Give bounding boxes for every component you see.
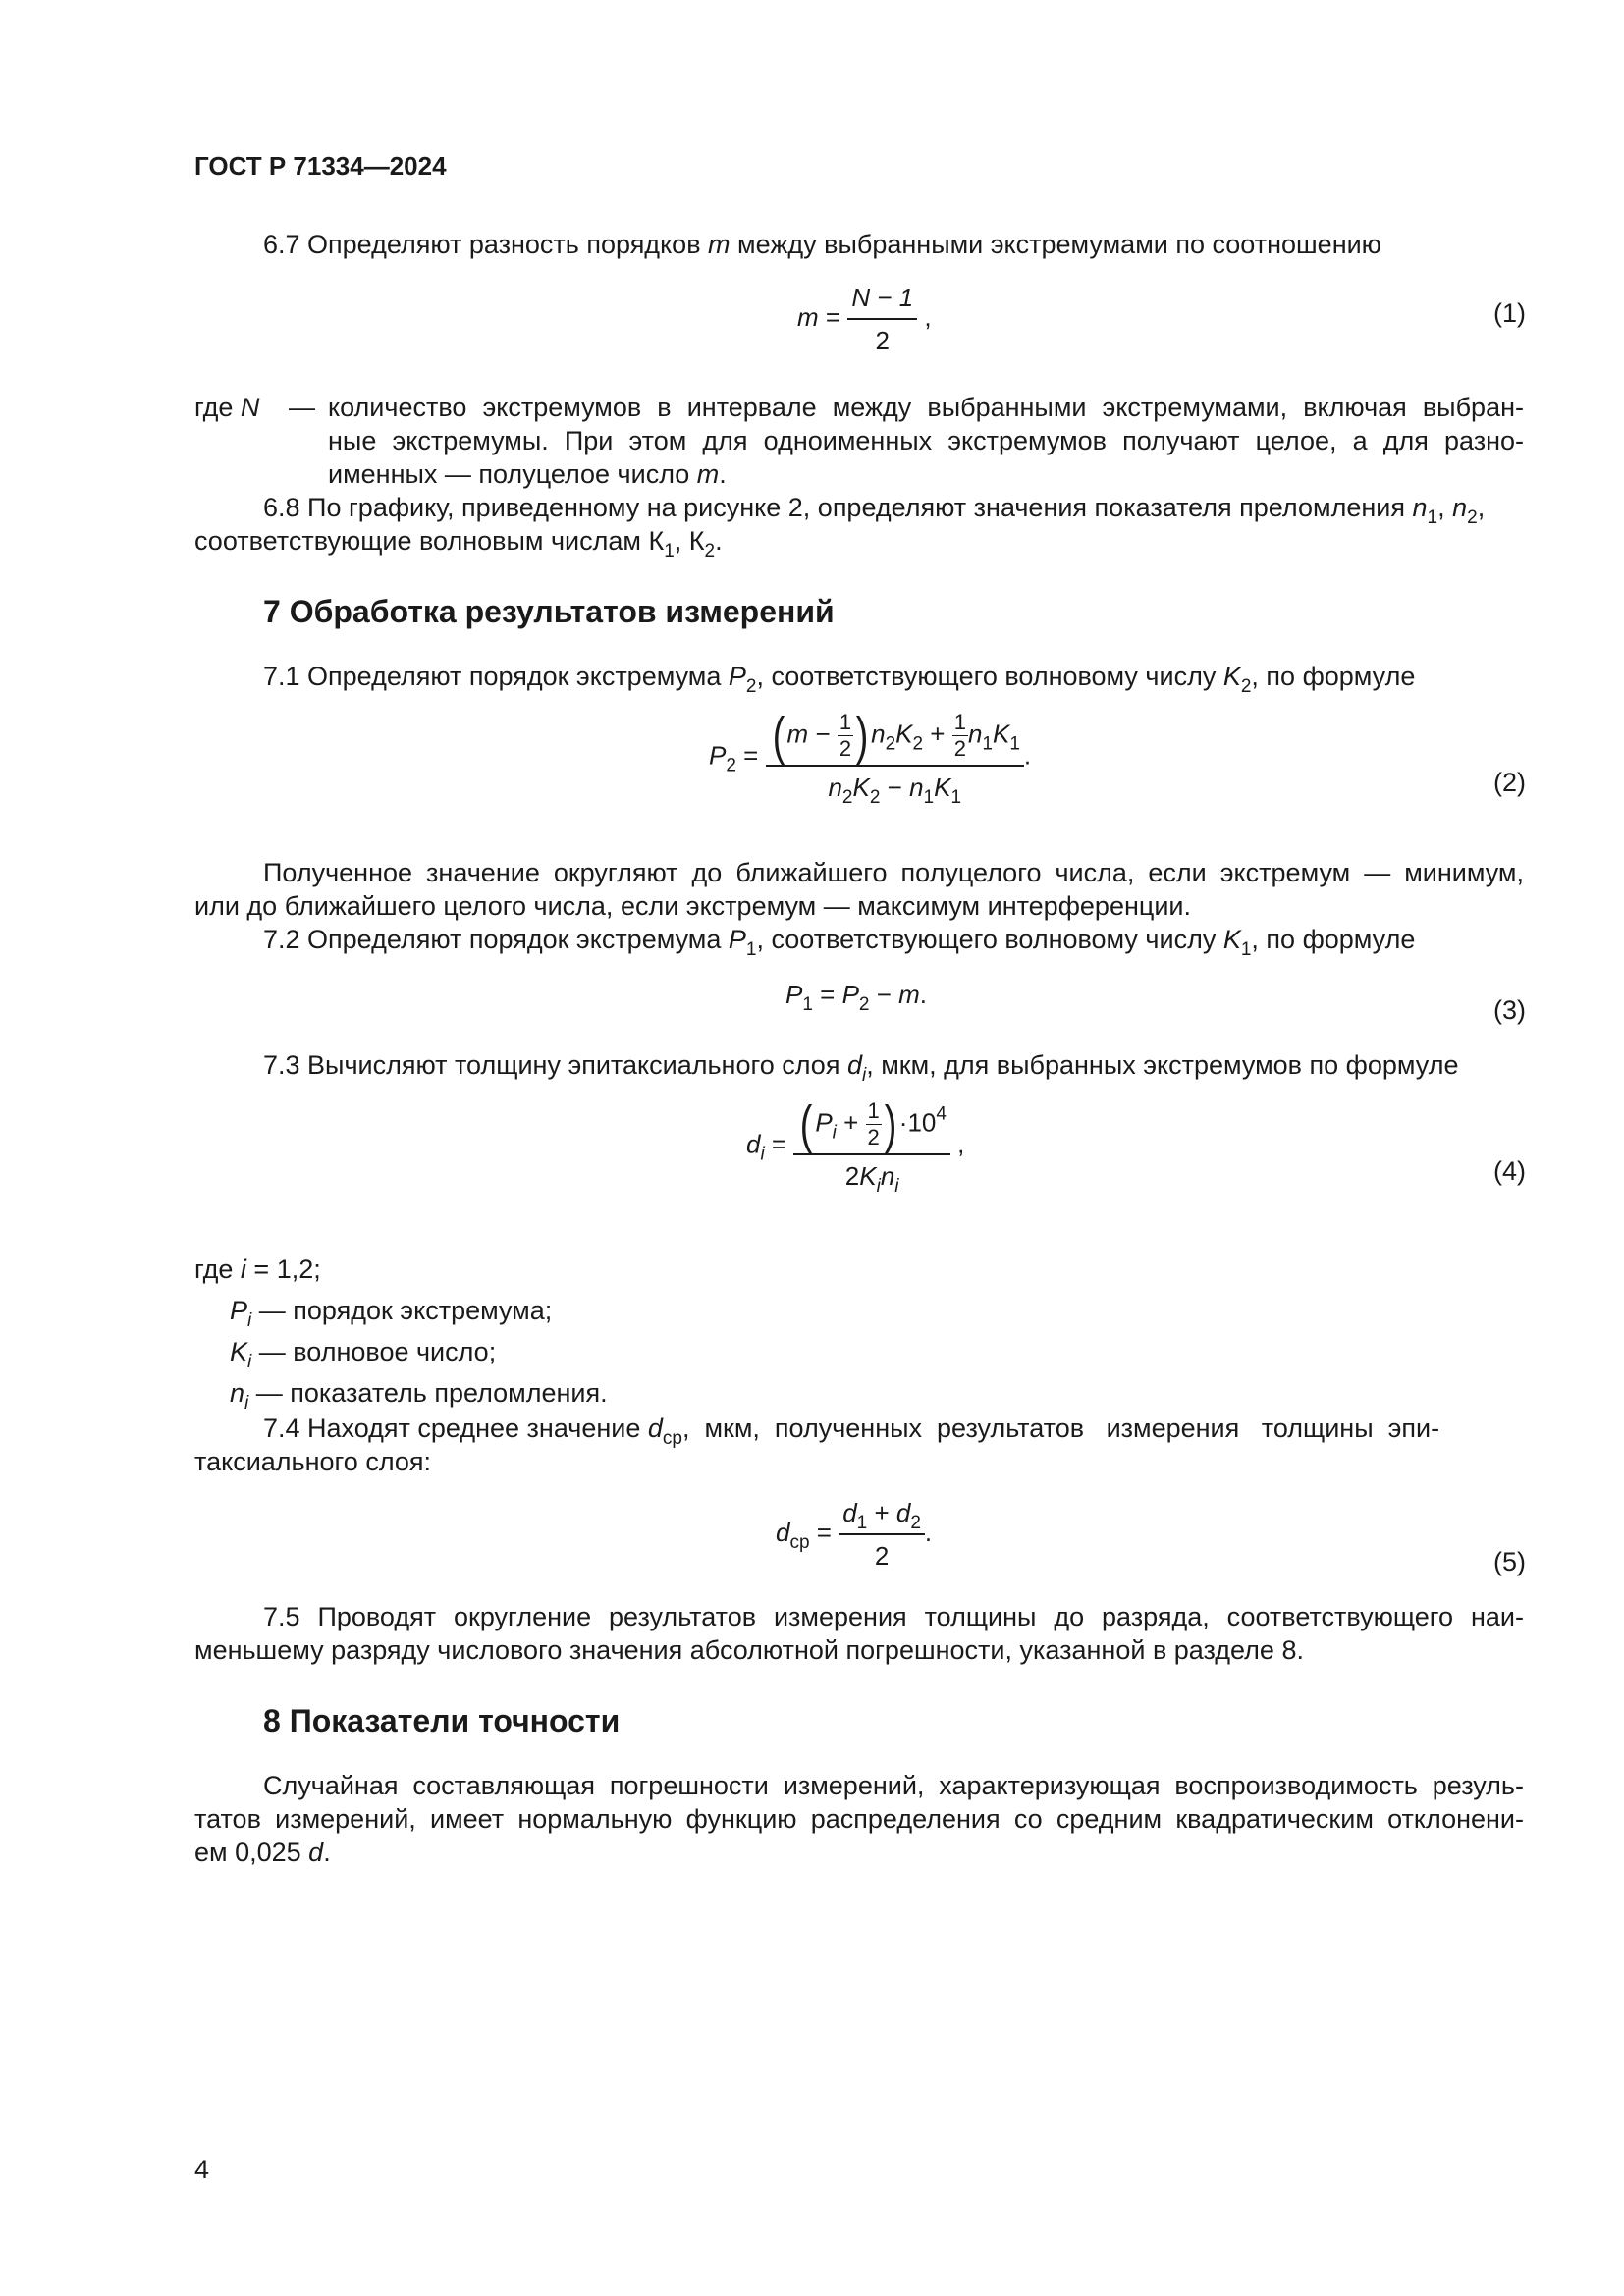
equation-2: $P_2$ = ( m − $\frac{1}{2}$ ) $n_2K_2$ + $\frac{1}{2}$ $n_1K_1$ $n_2K_2 - n_1K_1$ . — [709, 706, 1032, 808]
where-dash: — — [289, 393, 315, 422]
where-P-line: $P_i$ — порядок экстремума; — [230, 1296, 553, 1331]
where-i-line: где i = 1,2; — [194, 1255, 321, 1284]
paragraph-7-5-line-2: меньшему разряду числового значения абсолютной погрешности, указанной в разделе 8. — [194, 1635, 1304, 1665]
equation-number-1: (1) — [1493, 298, 1526, 328]
equation-number-3: (3) — [1493, 995, 1526, 1025]
equation-3: $P_1 = P_2 - m$. — [785, 980, 928, 1015]
paragraph-8-line-2: татов измерений, имеет нормальную функцию распределения со средним квадратическим отклонени- — [194, 1804, 1524, 1834]
where-n-line: $n_i$ — показатель преломления. — [230, 1378, 608, 1414]
section-8-title: 8 Показатели точности — [263, 1703, 621, 1738]
equation-4: $d_i$ = ( $P_i$ + $\frac{1}{2}$ ) $\cdot 10^4$ $2K_in_i$ , — [746, 1095, 965, 1197]
paragraph-7-5-line-1: 7.5 Проводят округление результатов измерения толщины до разряда, соответствующего наи- — [263, 1602, 1524, 1631]
paragraph-6-8-line-1: 6.8 По графику, приведенному на рисунке 2, определяют значения показателя преломления $n_1$, $n_2$, — [263, 493, 1486, 528]
document-header: ГОСТ Р 71334—2024 — [194, 151, 447, 181]
where-line-1: количество экстремумов в интервале между выбранными экстремумами, включая выбран- — [328, 393, 1524, 422]
section-7-title: 7 Обработка результатов измерений — [263, 594, 835, 629]
paragraph-8-line-1: Случайная составляющая погрешности измерений, характеризующая воспроизводимость резуль- — [263, 1771, 1524, 1800]
paragraph-7-1: 7.1 Определяют порядок экстремума $P_2$, соответствующего волновому числу $K_2$, по формуле — [263, 662, 1416, 697]
paragraph-6-8-line-2: соответствующие волновым числам $К_1$, $К_2$. — [194, 526, 723, 561]
paragraph-7-4-line-1: 7.4 Находят среднее значение $d_{ср}$, мкм, полученных результатов измерения толщины эпи- — [263, 1414, 1440, 1449]
paragraph-6-7: 6.7 Определяют разность порядков m между выбранными экстремумами по соотношению — [263, 230, 1381, 259]
equation-number-5: (5) — [1493, 1547, 1526, 1576]
equation-1: m = $\frac{N - 1}{2}$ , — [797, 283, 932, 355]
paragraph-8-line-3: ем 0,025 d. — [194, 1838, 331, 1867]
equation-number-2: (2) — [1493, 768, 1526, 797]
equation-number-4: (4) — [1493, 1156, 1526, 1186]
paragraph-7-3: 7.3 Вычисляют толщину эпитаксиального слоя $d_i$, мкм, для выбранных экстремумов по формуле — [263, 1050, 1459, 1086]
paragraph-7-1-note-line-2: или до ближайшего целого числа, если экстремум — максимум интерференции. — [194, 891, 1192, 921]
where-line-3: именных — полуцелое число m. — [328, 459, 727, 489]
where-label: где N — [194, 393, 260, 422]
equation-5: $d_{ср}$ = $\frac{d_1 + d_2}{2}$ . — [776, 1498, 933, 1571]
where-K-line: $K_i$ — волновое число; — [230, 1337, 497, 1372]
paragraph-7-2: 7.2 Определяют порядок экстремума $P_1$, соответствующего волновому числу $K_1$, по формуле — [263, 925, 1416, 960]
paragraph-7-4-line-2: таксиального слоя: — [194, 1447, 432, 1476]
paragraph-7-1-note-line-1: Полученное значение округляют до ближайшего полуцелого числа, если экстремум — минимум, — [263, 858, 1524, 887]
page-number: 4 — [194, 2155, 210, 2184]
where-line-2: ные экстремумы. При этом для одноименных экстремумов получают целое, а для разно- — [328, 426, 1524, 455]
